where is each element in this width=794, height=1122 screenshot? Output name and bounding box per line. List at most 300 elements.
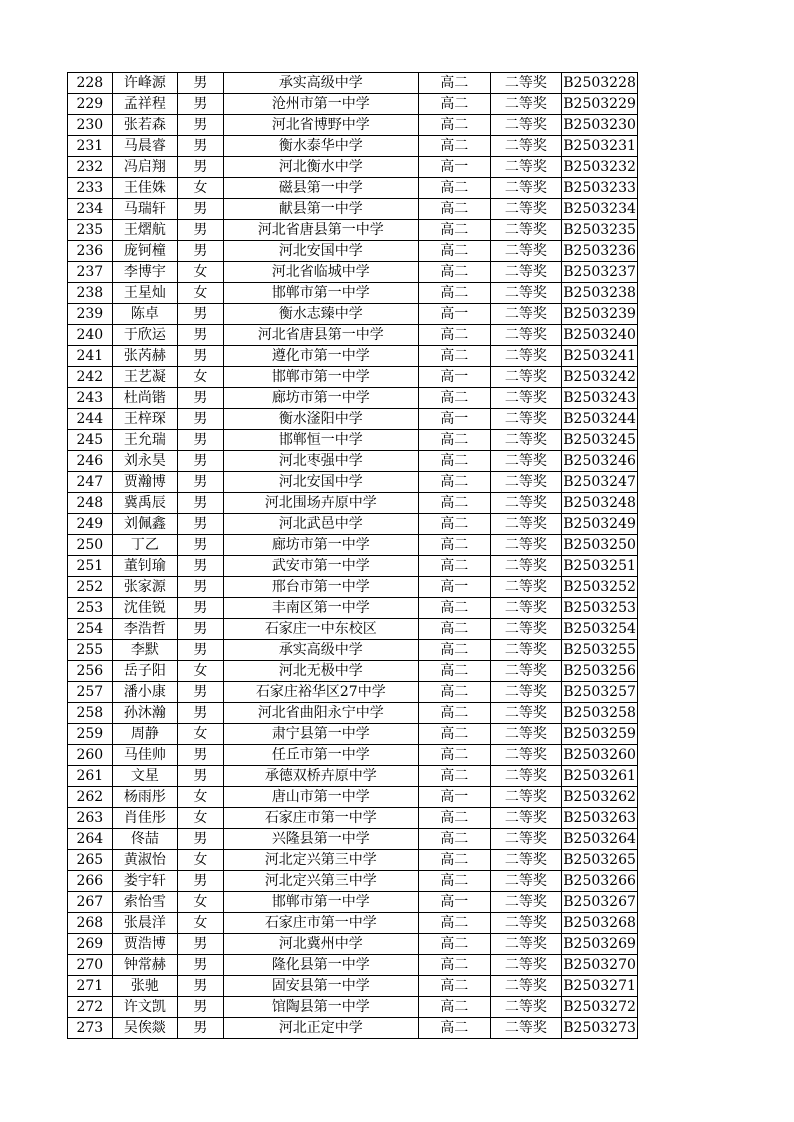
gender-cell: 男 — [178, 556, 224, 577]
school-cell: 遵化市第一中学 — [223, 346, 418, 367]
table-row — [68, 262, 638, 283]
row-number-cell: 268 — [68, 913, 113, 934]
gender-cell: 男 — [178, 1018, 224, 1039]
row-number-cell: 245 — [68, 430, 113, 451]
student-name-cell: 吴俟燚 — [112, 1018, 177, 1039]
award-level-cell: 二等奖 — [490, 703, 562, 724]
row-number-cell: 272 — [68, 997, 113, 1018]
grade-cell: 高二 — [418, 766, 490, 787]
gender-cell: 女 — [178, 892, 224, 913]
school-cell: 衡水志臻中学 — [223, 304, 418, 325]
school-cell: 邢台市第一中学 — [223, 577, 418, 598]
table-row — [68, 661, 638, 682]
gender-cell: 男 — [178, 157, 224, 178]
gender-cell: 男 — [178, 703, 224, 724]
award-level-cell: 二等奖 — [490, 199, 562, 220]
grade-cell: 高一 — [418, 157, 490, 178]
row-number-cell: 256 — [68, 661, 113, 682]
student-name-cell: 张家源 — [112, 577, 177, 598]
row-number-cell: 263 — [68, 808, 113, 829]
school-cell: 唐山市第一中学 — [223, 787, 418, 808]
award-table-body — [68, 73, 638, 1039]
student-name-cell: 李默 — [112, 640, 177, 661]
row-number-cell: 262 — [68, 787, 113, 808]
row-number-cell: 267 — [68, 892, 113, 913]
award-level-cell: 二等奖 — [490, 556, 562, 577]
certificate-number-cell: B2503261 — [562, 766, 638, 787]
row-number-cell: 230 — [68, 115, 113, 136]
school-cell: 河北省临城中学 — [223, 262, 418, 283]
award-level-cell: 二等奖 — [490, 598, 562, 619]
award-level-cell: 二等奖 — [490, 409, 562, 430]
award-level-cell: 二等奖 — [490, 640, 562, 661]
gender-cell: 男 — [178, 325, 224, 346]
table-row — [68, 367, 638, 388]
certificate-number-cell: B2503235 — [562, 220, 638, 241]
award-level-cell: 二等奖 — [490, 619, 562, 640]
student-name-cell: 张若森 — [112, 115, 177, 136]
award-level-cell: 二等奖 — [490, 955, 562, 976]
table-row — [68, 241, 638, 262]
gender-cell: 女 — [178, 178, 224, 199]
student-name-cell: 贾瀚博 — [112, 472, 177, 493]
gender-cell: 女 — [178, 283, 224, 304]
table-row — [68, 913, 638, 934]
school-cell: 石家庄市第一中学 — [223, 913, 418, 934]
certificate-number-cell: B2503229 — [562, 94, 638, 115]
certificate-number-cell: B2503228 — [562, 73, 638, 94]
gender-cell: 男 — [178, 745, 224, 766]
gender-cell: 男 — [178, 430, 224, 451]
row-number-cell: 228 — [68, 73, 113, 94]
row-number-cell: 260 — [68, 745, 113, 766]
row-number-cell: 252 — [68, 577, 113, 598]
award-level-cell: 二等奖 — [490, 913, 562, 934]
row-number-cell: 243 — [68, 388, 113, 409]
row-number-cell: 231 — [68, 136, 113, 157]
award-list-sheet — [67, 72, 638, 1039]
certificate-number-cell: B2503253 — [562, 598, 638, 619]
award-level-cell: 二等奖 — [490, 787, 562, 808]
school-cell: 丰南区第一中学 — [223, 598, 418, 619]
school-cell: 河北定兴第三中学 — [223, 871, 418, 892]
certificate-number-cell: B2503269 — [562, 934, 638, 955]
row-number-cell: 246 — [68, 451, 113, 472]
table-row — [68, 955, 638, 976]
row-number-cell: 241 — [68, 346, 113, 367]
certificate-number-cell: B2503255 — [562, 640, 638, 661]
row-number-cell: 253 — [68, 598, 113, 619]
grade-cell: 高二 — [418, 955, 490, 976]
grade-cell: 高二 — [418, 283, 490, 304]
award-level-cell: 二等奖 — [490, 514, 562, 535]
grade-cell: 高二 — [418, 661, 490, 682]
certificate-number-cell: B2503267 — [562, 892, 638, 913]
school-cell: 河北衡水中学 — [223, 157, 418, 178]
table-row — [68, 157, 638, 178]
school-cell: 河北省曲阳永宁中学 — [223, 703, 418, 724]
certificate-number-cell: B2503231 — [562, 136, 638, 157]
school-cell: 河北定兴第三中学 — [223, 850, 418, 871]
gender-cell: 男 — [178, 619, 224, 640]
table-row — [68, 451, 638, 472]
award-level-cell: 二等奖 — [490, 241, 562, 262]
school-cell: 河北冀州中学 — [223, 934, 418, 955]
grade-cell: 高二 — [418, 682, 490, 703]
row-number-cell: 239 — [68, 304, 113, 325]
award-level-cell: 二等奖 — [490, 493, 562, 514]
grade-cell: 高二 — [418, 514, 490, 535]
grade-cell: 高二 — [418, 829, 490, 850]
school-cell: 隆化县第一中学 — [223, 955, 418, 976]
table-row — [68, 577, 638, 598]
school-cell: 邯郸恒一中学 — [223, 430, 418, 451]
table-row — [68, 283, 638, 304]
row-number-cell: 258 — [68, 703, 113, 724]
table-row — [68, 745, 638, 766]
gender-cell: 男 — [178, 514, 224, 535]
award-level-cell: 二等奖 — [490, 178, 562, 199]
table-row — [68, 766, 638, 787]
school-cell: 河北枣强中学 — [223, 451, 418, 472]
gender-cell: 女 — [178, 367, 224, 388]
row-number-cell: 232 — [68, 157, 113, 178]
student-name-cell: 庞钶橦 — [112, 241, 177, 262]
table-row — [68, 73, 638, 94]
row-number-cell: 266 — [68, 871, 113, 892]
student-name-cell: 许文凯 — [112, 997, 177, 1018]
school-cell: 承德双桥卉原中学 — [223, 766, 418, 787]
grade-cell: 高二 — [418, 73, 490, 94]
award-level-cell: 二等奖 — [490, 304, 562, 325]
award-level-cell: 二等奖 — [490, 871, 562, 892]
student-name-cell: 沈佳锐 — [112, 598, 177, 619]
row-number-cell: 257 — [68, 682, 113, 703]
grade-cell: 高二 — [418, 871, 490, 892]
grade-cell: 高二 — [418, 598, 490, 619]
certificate-number-cell: B2503234 — [562, 199, 638, 220]
certificate-number-cell: B2503238 — [562, 283, 638, 304]
certificate-number-cell: B2503247 — [562, 472, 638, 493]
table-row — [68, 178, 638, 199]
certificate-number-cell: B2503258 — [562, 703, 638, 724]
grade-cell: 高二 — [418, 94, 490, 115]
student-name-cell: 李博宇 — [112, 262, 177, 283]
grade-cell: 高二 — [418, 913, 490, 934]
grade-cell: 高二 — [418, 220, 490, 241]
row-number-cell: 271 — [68, 976, 113, 997]
school-cell: 河北正定中学 — [223, 1018, 418, 1039]
certificate-number-cell: B2503263 — [562, 808, 638, 829]
school-cell: 固安县第一中学 — [223, 976, 418, 997]
student-name-cell: 孟祥程 — [112, 94, 177, 115]
gender-cell: 男 — [178, 493, 224, 514]
certificate-number-cell: B2503249 — [562, 514, 638, 535]
grade-cell: 高二 — [418, 493, 490, 514]
certificate-number-cell: B2503248 — [562, 493, 638, 514]
award-level-cell: 二等奖 — [490, 283, 562, 304]
gender-cell: 男 — [178, 535, 224, 556]
table-row — [68, 724, 638, 745]
certificate-number-cell: B2503266 — [562, 871, 638, 892]
grade-cell: 高二 — [418, 850, 490, 871]
gender-cell: 女 — [178, 850, 224, 871]
row-number-cell: 270 — [68, 955, 113, 976]
student-name-cell: 马晨睿 — [112, 136, 177, 157]
student-name-cell: 许峰源 — [112, 73, 177, 94]
table-row — [68, 493, 638, 514]
gender-cell: 男 — [178, 304, 224, 325]
gender-cell: 男 — [178, 640, 224, 661]
gender-cell: 男 — [178, 136, 224, 157]
gender-cell: 男 — [178, 472, 224, 493]
grade-cell: 高二 — [418, 745, 490, 766]
grade-cell: 高一 — [418, 787, 490, 808]
table-row — [68, 934, 638, 955]
certificate-number-cell: B2503272 — [562, 997, 638, 1018]
award-level-cell: 二等奖 — [490, 157, 562, 178]
award-level-cell: 二等奖 — [490, 745, 562, 766]
award-level-cell: 二等奖 — [490, 73, 562, 94]
gender-cell: 男 — [178, 199, 224, 220]
award-level-cell: 二等奖 — [490, 1018, 562, 1039]
row-number-cell: 255 — [68, 640, 113, 661]
gender-cell: 女 — [178, 808, 224, 829]
row-number-cell: 250 — [68, 535, 113, 556]
grade-cell: 高一 — [418, 304, 490, 325]
grade-cell: 高一 — [418, 409, 490, 430]
table-row — [68, 829, 638, 850]
student-name-cell: 张驰 — [112, 976, 177, 997]
award-level-cell: 二等奖 — [490, 430, 562, 451]
certificate-number-cell: B2503232 — [562, 157, 638, 178]
gender-cell: 男 — [178, 73, 224, 94]
school-cell: 献县第一中学 — [223, 199, 418, 220]
grade-cell: 高二 — [418, 619, 490, 640]
school-cell: 承实高级中学 — [223, 73, 418, 94]
student-name-cell: 孙沐瀚 — [112, 703, 177, 724]
award-level-cell: 二等奖 — [490, 934, 562, 955]
grade-cell: 高二 — [418, 976, 490, 997]
student-name-cell: 周静 — [112, 724, 177, 745]
row-number-cell: 249 — [68, 514, 113, 535]
student-name-cell: 于欣运 — [112, 325, 177, 346]
school-cell: 任丘市第一中学 — [223, 745, 418, 766]
student-name-cell: 岳子阳 — [112, 661, 177, 682]
student-name-cell: 潘小康 — [112, 682, 177, 703]
student-name-cell: 王梓琛 — [112, 409, 177, 430]
student-name-cell: 张晨洋 — [112, 913, 177, 934]
award-level-cell: 二等奖 — [490, 976, 562, 997]
table-row — [68, 535, 638, 556]
school-cell: 磁县第一中学 — [223, 178, 418, 199]
grade-cell: 高二 — [418, 388, 490, 409]
grade-cell: 高二 — [418, 430, 490, 451]
certificate-number-cell: B2503260 — [562, 745, 638, 766]
gender-cell: 男 — [178, 955, 224, 976]
student-name-cell: 肖佳彤 — [112, 808, 177, 829]
certificate-number-cell: B2503242 — [562, 367, 638, 388]
table-row — [68, 850, 638, 871]
grade-cell: 高二 — [418, 346, 490, 367]
table-row — [68, 325, 638, 346]
student-name-cell: 钟常赫 — [112, 955, 177, 976]
student-name-cell: 王星灿 — [112, 283, 177, 304]
student-name-cell: 李浩哲 — [112, 619, 177, 640]
student-name-cell: 冀禹辰 — [112, 493, 177, 514]
table-row — [68, 871, 638, 892]
award-level-cell: 二等奖 — [490, 136, 562, 157]
table-row — [68, 304, 638, 325]
gender-cell: 男 — [178, 829, 224, 850]
grade-cell: 高二 — [418, 556, 490, 577]
grade-cell: 高二 — [418, 1018, 490, 1039]
gender-cell: 男 — [178, 934, 224, 955]
row-number-cell: 247 — [68, 472, 113, 493]
grade-cell: 高二 — [418, 451, 490, 472]
table-row — [68, 787, 638, 808]
student-name-cell: 刘佩鑫 — [112, 514, 177, 535]
grade-cell: 高二 — [418, 703, 490, 724]
school-cell: 河北无极中学 — [223, 661, 418, 682]
table-row — [68, 472, 638, 493]
student-name-cell: 马佳帅 — [112, 745, 177, 766]
certificate-number-cell: B2503259 — [562, 724, 638, 745]
student-name-cell: 王允瑞 — [112, 430, 177, 451]
school-cell: 邯郸市第一中学 — [223, 892, 418, 913]
table-row — [68, 514, 638, 535]
grade-cell: 高二 — [418, 262, 490, 283]
school-cell: 河北安国中学 — [223, 241, 418, 262]
certificate-number-cell: B2503270 — [562, 955, 638, 976]
table-row — [68, 136, 638, 157]
row-number-cell: 254 — [68, 619, 113, 640]
table-row — [68, 94, 638, 115]
row-number-cell: 229 — [68, 94, 113, 115]
award-level-cell: 二等奖 — [490, 115, 562, 136]
certificate-number-cell: B2503251 — [562, 556, 638, 577]
certificate-number-cell: B2503273 — [562, 1018, 638, 1039]
table-row — [68, 808, 638, 829]
table-row — [68, 346, 638, 367]
table-row — [68, 892, 638, 913]
school-cell: 肃宁县第一中学 — [223, 724, 418, 745]
award-level-cell: 二等奖 — [490, 367, 562, 388]
school-cell: 兴隆县第一中学 — [223, 829, 418, 850]
table-row — [68, 556, 638, 577]
certificate-number-cell: B2503241 — [562, 346, 638, 367]
gender-cell: 男 — [178, 388, 224, 409]
certificate-number-cell: B2503240 — [562, 325, 638, 346]
table-row — [68, 1018, 638, 1039]
row-number-cell: 236 — [68, 241, 113, 262]
grade-cell: 高一 — [418, 892, 490, 913]
row-number-cell: 269 — [68, 934, 113, 955]
row-number-cell: 259 — [68, 724, 113, 745]
grade-cell: 高二 — [418, 640, 490, 661]
student-name-cell: 黄淑怡 — [112, 850, 177, 871]
certificate-number-cell: B2503257 — [562, 682, 638, 703]
gender-cell: 女 — [178, 661, 224, 682]
student-name-cell: 文星 — [112, 766, 177, 787]
award-level-cell: 二等奖 — [490, 724, 562, 745]
grade-cell: 高二 — [418, 115, 490, 136]
gender-cell: 男 — [178, 598, 224, 619]
student-name-cell: 佟喆 — [112, 829, 177, 850]
certificate-number-cell: B2503256 — [562, 661, 638, 682]
certificate-number-cell: B2503265 — [562, 850, 638, 871]
school-cell: 河北省唐县第一中学 — [223, 325, 418, 346]
grade-cell: 高二 — [418, 934, 490, 955]
table-row — [68, 619, 638, 640]
table-row — [68, 388, 638, 409]
row-number-cell: 264 — [68, 829, 113, 850]
school-cell: 石家庄裕华区27中学 — [223, 682, 418, 703]
grade-cell: 高二 — [418, 325, 490, 346]
school-cell: 河北安国中学 — [223, 472, 418, 493]
student-name-cell: 张芮赫 — [112, 346, 177, 367]
row-number-cell: 265 — [68, 850, 113, 871]
school-cell: 邯郸市第一中学 — [223, 367, 418, 388]
gender-cell: 男 — [178, 241, 224, 262]
school-cell: 馆陶县第一中学 — [223, 997, 418, 1018]
award-level-cell: 二等奖 — [490, 94, 562, 115]
certificate-number-cell: B2503244 — [562, 409, 638, 430]
gender-cell: 男 — [178, 997, 224, 1018]
award-level-cell: 二等奖 — [490, 325, 562, 346]
award-level-cell: 二等奖 — [490, 346, 562, 367]
row-number-cell: 233 — [68, 178, 113, 199]
gender-cell: 男 — [178, 220, 224, 241]
award-level-cell: 二等奖 — [490, 892, 562, 913]
student-name-cell: 王艺凝 — [112, 367, 177, 388]
school-cell: 衡水泰华中学 — [223, 136, 418, 157]
table-row — [68, 430, 638, 451]
row-number-cell: 238 — [68, 283, 113, 304]
student-name-cell: 马瑞轩 — [112, 199, 177, 220]
certificate-number-cell: B2503271 — [562, 976, 638, 997]
gender-cell: 男 — [178, 451, 224, 472]
gender-cell: 男 — [178, 409, 224, 430]
award-level-cell: 二等奖 — [490, 829, 562, 850]
school-cell: 承实高级中学 — [223, 640, 418, 661]
school-cell: 石家庄市第一中学 — [223, 808, 418, 829]
student-name-cell: 贾浩博 — [112, 934, 177, 955]
gender-cell: 男 — [178, 115, 224, 136]
row-number-cell: 235 — [68, 220, 113, 241]
table-row — [68, 409, 638, 430]
table-row — [68, 199, 638, 220]
table-row — [68, 220, 638, 241]
student-name-cell: 娄宇轩 — [112, 871, 177, 892]
student-name-cell: 陈卓 — [112, 304, 177, 325]
gender-cell: 女 — [178, 262, 224, 283]
row-number-cell: 237 — [68, 262, 113, 283]
row-number-cell: 244 — [68, 409, 113, 430]
gender-cell: 女 — [178, 787, 224, 808]
student-name-cell: 王熠航 — [112, 220, 177, 241]
student-name-cell: 刘永昊 — [112, 451, 177, 472]
grade-cell: 高一 — [418, 367, 490, 388]
school-cell: 沧州市第一中学 — [223, 94, 418, 115]
grade-cell: 高二 — [418, 136, 490, 157]
row-number-cell: 234 — [68, 199, 113, 220]
grade-cell: 高二 — [418, 535, 490, 556]
row-number-cell: 248 — [68, 493, 113, 514]
gender-cell: 男 — [178, 577, 224, 598]
table-row — [68, 115, 638, 136]
school-cell: 河北省唐县第一中学 — [223, 220, 418, 241]
